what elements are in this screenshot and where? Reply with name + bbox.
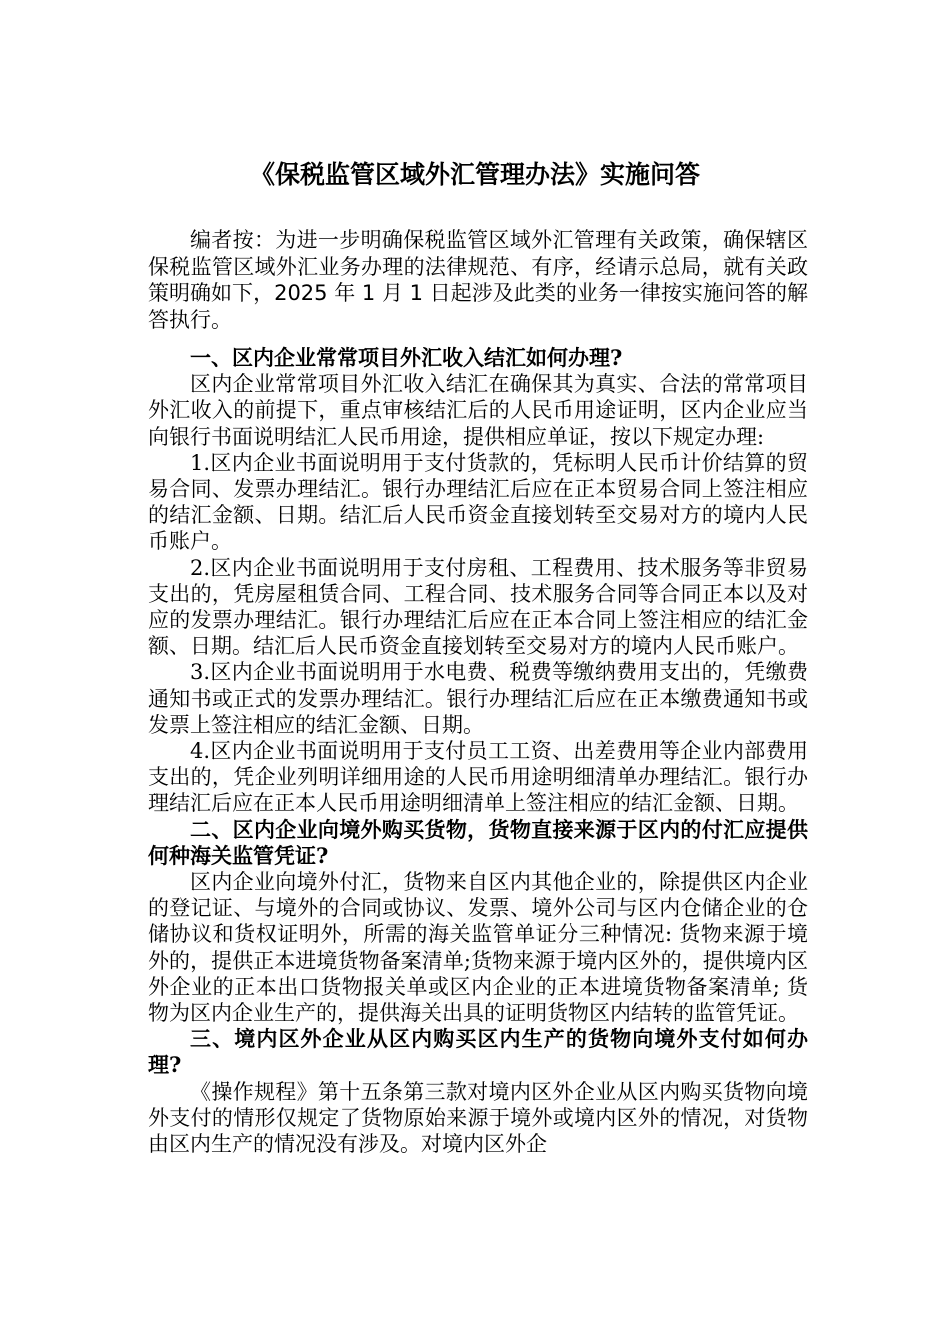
editor-note: 编者按：为进一步明确保税监管区域外汇管理有关政策，确保辖区保税监管区域外汇业务办理的法律规范、有序，经请示总局，就有关政策明确如下，2025 年 1 月 1 日起涉及此类的业务一律按实施问答的解答执行。 bbox=[148, 228, 808, 332]
section-1-item-4: 4.区内企业书面说明用于支付员工工资、出差费用等企业内部费用支出的，凭企业列明详细用途的人民币用途明细清单办理结汇。银行办理结汇后应在正本人民币用途明细清单上签注相应的结汇金额、日期。 bbox=[148, 739, 808, 816]
section-1-paragraph: 区内企业常常项目外汇收入结汇在确保其为真实、合法的常常项目外汇收入的前提下，重点审核结汇后的人民币用途证明，区内企业应当向银行书面说明结汇人民币用途，提供相应单证，按以下规定办理: bbox=[148, 372, 808, 449]
section-heading-1: 一、区内企业常常项目外汇收入结汇如何办理? bbox=[190, 345, 623, 370]
section-3-paragraph: 《操作规程》第十五条第三款对境内区外企业从区内购买货物向境外支付的情形仅规定了货物原始来源于境外或境内区外的情况，对货物由区内生产的情况没有涉及。对境内区外企 bbox=[148, 1079, 808, 1157]
document-title: 《保税监管区域外汇管理办法》实施问答 bbox=[249, 160, 700, 189]
section-2-paragraph: 区内企业向境外付汇，货物来自区内其他企业的，除提供区内企业的登记证、与境外的合同或协议、发票、境外公司与区内仓储企业的仓储协议和货权证明外，所需的海关监管单证分三种情况: 货物来源于境外的，提供正本进境货物备案清单;货物来源于境内区外的，提供境内区外企业的正本出口货物报关单或区内企业的正本进境货物备案清单; 货物为区内企业生产的，提供海关出具的证明货物区内结转的监管凭证。 bbox=[148, 870, 808, 1026]
section-1-item-3: 3.区内企业书面说明用于水电费、税费等缴纳费用支出的，凭缴费通知书或正式的发票办理结汇。银行办理结汇后应在正本缴费通知书或发票上签注相应的结汇金额、日期。 bbox=[148, 660, 808, 737]
section-1-item-2: 2.区内企业书面说明用于支付房租、工程费用、技术服务等非贸易支出的，凭房屋租赁合同、工程合同、技术服务合同等合同正本以及对应的发票办理结汇。银行办理结汇后应在正本合同上签注相应的结汇金额、日期。结汇后人民币资金直接划转至交易对方的境内人民币账户。 bbox=[148, 555, 808, 659]
section-heading-3: 三、境内区外企业从区内购买区内生产的货物向境外支付如何办理? bbox=[148, 1026, 808, 1078]
section-heading-2: 二、区内企业向境外购买货物，货物直接来源于区内的付汇应提供何种海关监管凭证? bbox=[148, 816, 808, 868]
section-1-item-1: 1.区内企业书面说明用于支付货款的，凭标明人民币计价结算的贸易合同、发票办理结汇。银行办理结汇后应在正本贸易合同上签注相应的结汇金额、日期。结汇后人民币资金直接划转至交易对方的境内人民币账户。 bbox=[148, 450, 808, 554]
document-body bbox=[148, 345, 808, 1157]
